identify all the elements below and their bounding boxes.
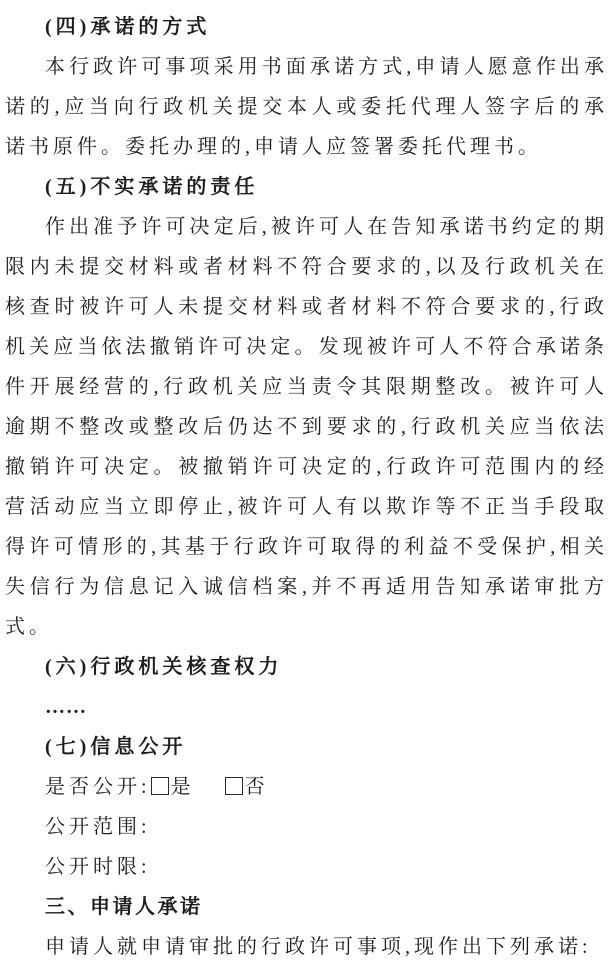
ellipsis-placeholder: ……: [45, 696, 87, 718]
publicity-question-label: 是否公开:: [45, 776, 151, 798]
publicity-period-field-label: 公开时限:: [45, 856, 151, 878]
publicity-scope-field-label: 公开范围:: [45, 816, 151, 838]
publicity-yes-label: 是: [170, 776, 195, 798]
section-heading-6-agency-verification-power: (六)行政机关核查权力: [45, 656, 283, 678]
publicity-yes-checkbox[interactable]: [151, 777, 169, 795]
paragraph-applicant-commitment-intro: 申请人就申请审批的行政许可事项,现作出下列承诺:: [45, 936, 592, 958]
paragraph-commitment-method: 本行政许可事项采用书面承诺方式,申请人愿意作出承诺的,应当向行政机关提交本人或委托代理人签字后的承诺书原件。委托办理的,申请人应签署委托代理书。: [5, 56, 608, 158]
publicity-no-checkbox[interactable]: [225, 777, 243, 795]
part-heading-3-applicant-commitment: 三、申请人承诺: [45, 896, 203, 918]
section-heading-7-information-disclosure: (七)信息公开: [45, 736, 187, 758]
section-heading-4-commitment-method: (四)承诺的方式: [45, 16, 211, 38]
publicity-no-label: 否: [244, 776, 269, 798]
paragraph-false-commitment-liability: 作出准予许可决定后,被许可人在告知承诺书约定的期限内未提交材料或者材料不符合要求的,以及行政机关在核查时被许可人未提交材料或者材料不符合要求的,行政机关应当依法撤销许可决定。发现被许可人不符合承诺条件开展经营的,行政机关应当责令其限期整改。被许可人逾期不整改或整改后仍达不到要求的,行政机关应当依法撤销许可决定。被撤销许可决定的,行政许可范围内的经营活动应当立即停止,被许可人有以欺诈等不正当手段取得许可情形的,其基于行政许可取得的利益不受保护,相关失信行为信息记入诚信档案,并不再适用告知承诺审批方式。: [5, 216, 608, 638]
publicity-question-line: [5, 767, 608, 807]
section-heading-5-false-commitment-liability: (五)不实承诺的责任: [45, 176, 259, 198]
